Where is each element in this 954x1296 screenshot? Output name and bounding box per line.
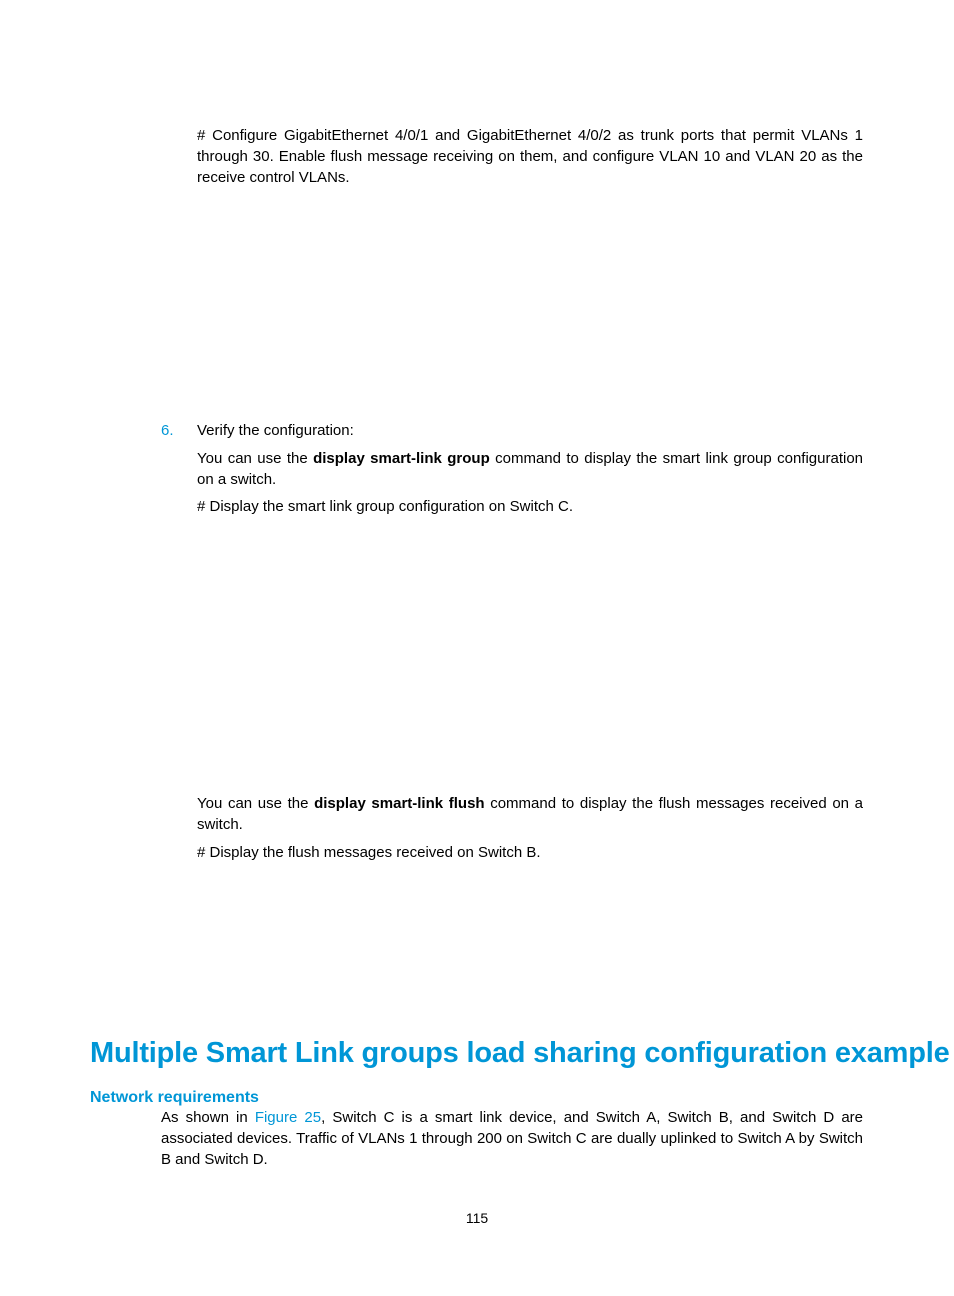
- configure-ports-paragraph: # Configure GigabitEthernet 4/0/1 and GigabitEthernet 4/0/2 as trunk ports that permit VLANs 1 through 30. Enable flush message receiving on them, and configure VLAN 10 and VLAN 20 as the receive control VLANs.: [197, 127, 863, 186]
- section-heading: Multiple Smart Link groups load sharing configuration example: [90, 1037, 950, 1070]
- text-prefix: You can use the: [197, 450, 314, 467]
- display-flush-paragraph: [197, 793, 863, 835]
- display-group-paragraph: [197, 448, 863, 490]
- command-display-smart-link-flush: display smart-link flush: [314, 795, 485, 812]
- page-number: 115: [465, 1210, 489, 1226]
- figure-25-link[interactable]: Figure 25: [254, 1109, 322, 1126]
- text-suffix: , Switch C is a smart link device, and Switch A, Switch B, and Switch D are associated devices. Traffic of VLANs 1 through 200 on Switch C are dually uplinked to Switch A by Switch B and Switch D.: [161, 1109, 863, 1168]
- command-display-smart-link-group: display smart-link group: [313, 450, 490, 467]
- text-prefix: As shown in: [161, 1109, 255, 1126]
- display-group-switch-c-comment: # Display the smart link group configuration on Switch C.: [197, 498, 574, 515]
- text-suffix: command to display the flush messages received on a switch.: [197, 795, 863, 833]
- step-title: Verify the configuration:: [197, 422, 354, 439]
- text-prefix: You can use the: [197, 795, 315, 812]
- text-suffix: command to display the smart link group configuration on a switch.: [197, 450, 863, 488]
- step-number: 6.: [161, 422, 174, 439]
- network-requirements-heading: Network requirements: [90, 1089, 259, 1107]
- network-requirements-paragraph: [161, 1107, 863, 1170]
- display-flush-switch-b-comment: # Display the flush messages received on Switch B.: [197, 844, 541, 861]
